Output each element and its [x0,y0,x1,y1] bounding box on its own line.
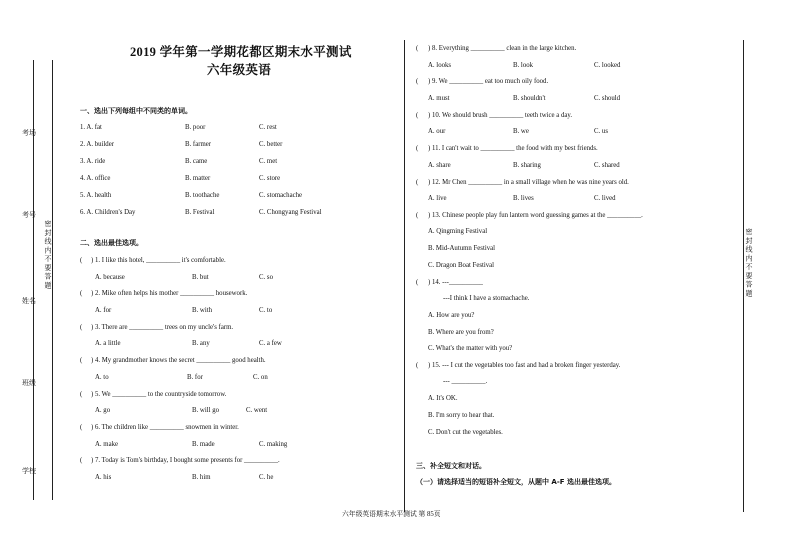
option-a: 6. A. Children's Day [80,208,136,216]
option-a: A. live [428,195,447,203]
option-b: B. any [192,340,210,348]
option-c: C. on [253,373,268,381]
question-4: ) 4. My grandmother knows the secret __________ good health. [91,357,266,365]
question-6: ) 6. The children like __________ snowmen in winter. [91,424,239,431]
exam-room-label: 考场 [22,129,36,137]
option-c: C. making [259,440,288,448]
answer-paren[interactable]: ( [416,362,419,369]
option-c: C. looked [594,61,621,69]
option-b: B. him [192,473,211,481]
q14-option-c: C. What's the matter with you? [428,345,513,352]
option-b: B. came [185,157,208,165]
option-c: C. went [246,407,268,415]
question-11: ) 11. I can't wait to __________ the food with my best friends. [428,145,598,153]
q14-option-a: A. How are you? [428,312,475,319]
answer-paren[interactable]: ( [80,290,83,298]
seal-line-left [52,60,53,500]
option-a: A. share [428,161,451,169]
question-15: ) 15. --- I cut the vegetables too fast and had a broken finger yesterday. [428,362,621,369]
question-3: ) 3. There are __________ trees on my uncle's farm. [91,323,234,331]
option-b: B. with [192,306,213,314]
option-c: C. rest [259,124,277,131]
q13-option-b: B. Mid-Autumn Festival [428,245,496,252]
q14-reply: ---I think I have a stomachache. [443,295,530,302]
answer-paren[interactable]: ( [80,457,83,465]
page-divider [404,40,405,512]
page-title: 2019 学年第一学期花都区期末水平测试 [130,45,352,59]
option-a: A. for [95,306,112,314]
option-a: 2. A. builder [80,140,114,148]
answer-paren[interactable]: ( [80,390,83,398]
q15-option-a: A. It's OK. [428,395,458,402]
option-a: A. because [95,273,125,281]
answer-paren[interactable]: ( [80,424,83,431]
option-b: B. farmer [185,140,212,148]
option-c: C. a few [259,340,282,348]
option-a: 4. A. office [80,174,111,182]
q15-option-b: B. I'm sorry to hear that. [428,412,495,419]
option-a: 1. A. fat [80,124,102,131]
option-a: A. looks [428,61,452,69]
option-c: C. us [594,128,608,136]
class-label: 班级 [22,379,36,387]
option-a: A. our [428,128,446,136]
page-subtitle: 六年级英语 [207,63,272,77]
option-b: B. look [513,61,534,69]
option-b: B. toothache [185,191,220,199]
option-a: A. make [95,440,119,448]
seal-notice-left: 密 封 线 内 不 要 答 题 [44,220,52,289]
option-b: B. matter [185,174,211,182]
question-13: ) 13. Chinese people play fun lantern word guessing games at the __________. [428,212,643,219]
question-2: ) 2. Mike often helps his mother __________ housework. [91,290,248,298]
page-footer: 六年级英语期末水平测试 第 85页 [342,511,441,518]
q15-reply: --- __________. [443,378,488,385]
answer-paren[interactable]: ( [80,257,83,264]
option-c: C. store [259,174,281,182]
question-5: ) 5. We __________ to the countryside tomorrow. [91,390,227,398]
answer-paren[interactable]: ( [416,78,419,86]
answer-paren[interactable]: ( [80,323,83,331]
exam-number-label: 考号 [22,211,36,219]
answer-paren[interactable]: ( [416,212,419,219]
section1-heading: 一、选出下列每组中不同类的单词。 [80,107,192,115]
answer-paren[interactable]: ( [416,178,419,186]
option-a: A. a little [95,340,121,348]
answer-paren[interactable]: ( [416,111,419,119]
question-7: ) 7. Today is Tom's birthday, I bought some presents for __________. [91,457,280,465]
question-1: ) 1. I like this hotel, __________ it's comfortable. [91,257,226,264]
seal-line-right [743,40,744,512]
option-c: C. better [259,140,283,148]
question-10: ) 10. We should brush __________ teeth twice a day. [428,111,573,119]
q14-option-b: B. Where are you from? [428,329,494,336]
answer-paren[interactable]: ( [416,145,419,153]
question-9: ) 9. We __________ eat too much oily food. [428,78,549,86]
answer-paren[interactable]: ( [80,357,83,365]
option-c: C. Chongyang Festival [259,208,322,216]
option-b: B. sharing [513,161,541,169]
answer-paren[interactable]: ( [416,45,419,52]
option-c: C. stomachache [259,191,303,199]
option-c: C. he [259,473,274,481]
binding-line-left [33,60,34,500]
section3-instructions: （一）请选择适当的短语补全短文，从题中 A-F 选出最佳选项。 [416,478,616,486]
option-c: C. to [259,306,273,314]
option-c: C. met [259,157,278,165]
option-c: C. lived [594,195,616,203]
option-b: B. lives [513,195,534,203]
seal-notice-right: 密 封 线 内 不 要 答 题 [745,228,753,297]
answer-paren[interactable]: ( [416,279,419,286]
option-a: 5. A. health [80,191,112,199]
school-label: 学校 [22,467,36,475]
option-a: A. his [95,473,112,481]
q15-option-c: C. Don't cut the vegetables. [428,429,503,436]
option-c: C. so [259,273,273,281]
name-label: 姓名 [22,297,36,305]
question-14: ) 14. ---__________ [428,279,483,286]
option-a: A. to [95,373,109,381]
option-b: B. we [513,128,529,136]
option-c: C. shared [594,161,620,169]
option-b: B. made [192,440,215,448]
option-a: A. must [428,94,450,102]
option-b: B. but [192,273,209,281]
q13-option-c: C. Dragon Boat Festival [428,262,495,269]
option-b: B. will go [192,407,220,415]
option-a: A. go [95,407,111,415]
question-12: ) 12. Mr Chen __________ in a small village when he was nine years old. [428,178,629,186]
option-b: B. poor [185,124,206,131]
option-b: B. Festival [185,208,215,216]
section2-heading: 二、选出最佳选项。 [80,239,143,247]
q13-option-a: A. Qingming Festival [428,228,488,235]
option-b: B. for [187,373,203,381]
option-c: C. should [594,94,621,102]
question-8: ) 8. Everything __________ clean in the large kitchen. [428,45,577,52]
option-b: B. shouldn't [513,94,546,102]
section3-heading: 三、补全短文和对话。 [416,462,486,470]
option-a: 3. A. ride [80,157,106,165]
